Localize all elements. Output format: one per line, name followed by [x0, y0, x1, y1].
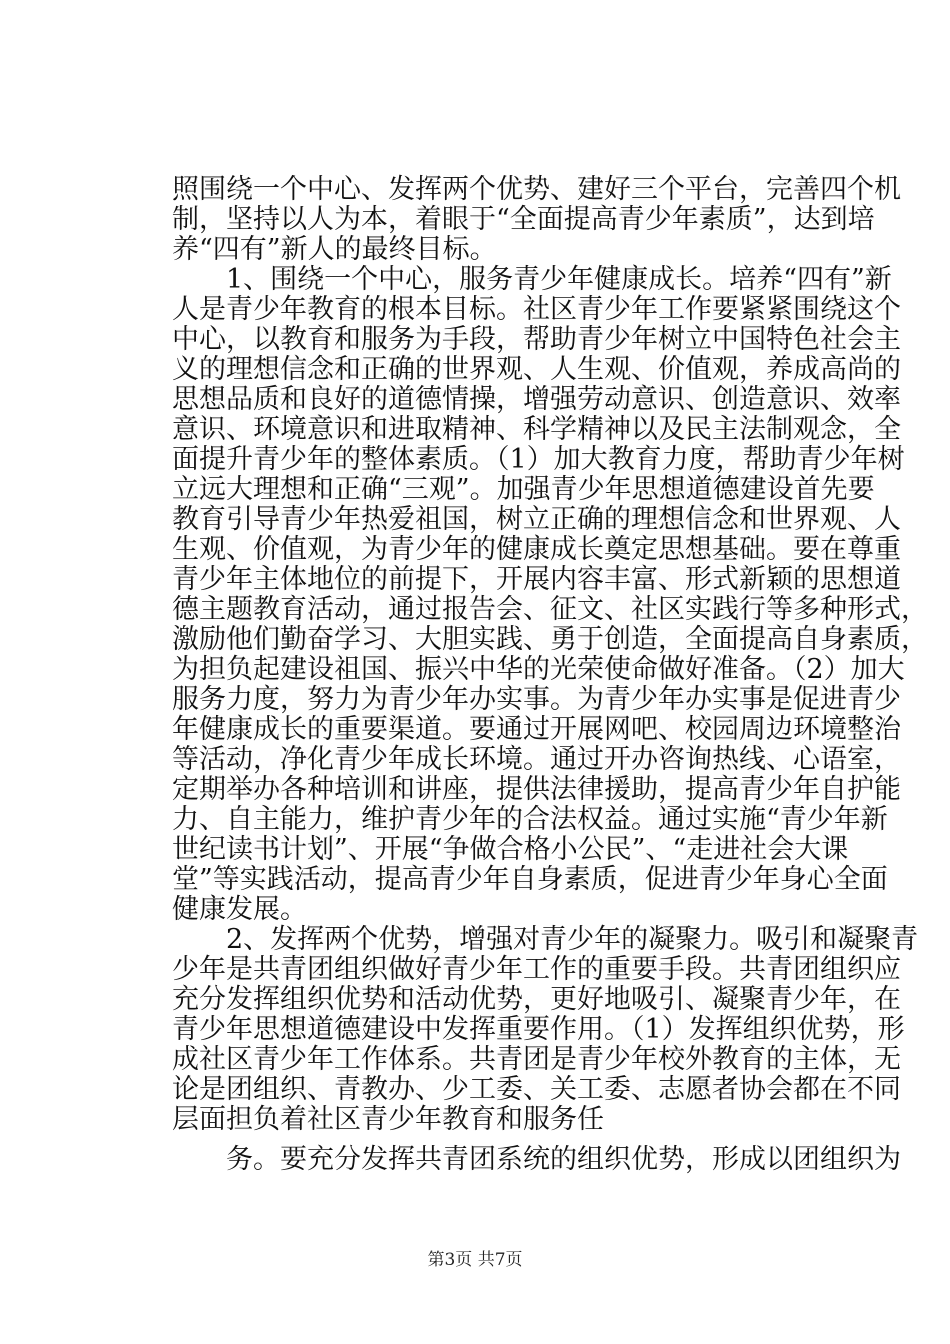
- text-line: 德主题教育活动，通过报告会、征文、社区实践行等多种形式，: [172, 594, 928, 625]
- text-line: 2、发挥两个优势，增强对青少年的凝聚力。吸引和凝聚青: [172, 924, 919, 955]
- text-line: 照围绕一个中心、发挥两个优势、建好三个平台，完善四个机: [172, 174, 901, 205]
- text-line: 充分发挥组织优势和活动优势，更好地吸引、凝聚青少年，在: [172, 984, 901, 1015]
- text-line: 力、自主能力，维护青少年的合法权益。通过实施“青少年新: [172, 804, 888, 835]
- text-line: 养“四有”新人的最终目标。: [172, 234, 497, 265]
- text-line: 青少年主体地位的前提下，开展内容丰富、形式新颖的思想道: [172, 564, 901, 595]
- text-line: 立远大理想和正确“三观”。加强青少年思想道德建设首先要: [172, 474, 875, 505]
- text-line: 少年是共青团组织做好青少年工作的重要手段。共青团组织应: [172, 954, 901, 985]
- text-line: 青少年思想道德建设中发挥重要作用。（1）发挥组织优势，形: [172, 1014, 905, 1045]
- text-line: 等活动，净化青少年成长环境。通过开办咨询热线、心语室，: [172, 744, 901, 775]
- text-line: 层面担负着社区青少年教育和服务任: [172, 1104, 604, 1135]
- text-line: 面提升青少年的整体素质。（1）加大教育力度，帮助青少年树: [172, 444, 905, 475]
- text-line: 堂”等实践活动，提高青少年自身素质，促进青少年身心全面: [172, 864, 888, 895]
- page-footer: 第3页 共7页: [427, 1250, 523, 1270]
- text-line: 义的理想信念和正确的世界观、人生观、价值观，养成高尚的: [172, 354, 901, 385]
- text-line: 生观、价值观，为青少年的健康成长奠定思想基础。要在尊重: [172, 534, 901, 565]
- text-line: 务。要充分发挥共青团系统的组织优势，形成以团组织为: [172, 1144, 901, 1175]
- text-line: 为担负起建设祖国、振兴中华的光荣使命做好准备。（2）加大: [172, 654, 905, 685]
- text-line: 健康发展。: [172, 894, 307, 925]
- text-line: 制，坚持以人为本，着眼于“全面提高青少年素质”，达到培: [172, 204, 875, 235]
- text-line: 1、围绕一个中心，服务青少年健康成长。培养“四有”新: [172, 264, 892, 295]
- text-line: 服务力度，努力为青少年办实事。为青少年办实事是促进青少: [172, 684, 901, 715]
- text-line: 成社区青少年工作体系。共青团是青少年校外教育的主体，无: [172, 1044, 901, 1075]
- text-line: 激励他们勤奋学习、大胆实践、勇于创造，全面提高自身素质，: [172, 624, 928, 655]
- text-line: 中心，以教育和服务为手段，帮助青少年树立中国特色社会主: [172, 324, 901, 355]
- text-line: 论是团组织、青教办、少工委、关工委、志愿者协会都在不同: [172, 1074, 901, 1105]
- text-line: 人是青少年教育的根本目标。社区青少年工作要紧紧围绕这个: [172, 294, 901, 325]
- text-line: 思想品质和良好的道德情操，增强劳动意识、创造意识、效率: [172, 384, 901, 415]
- text-line: 定期举办各种培训和讲座，提供法律援助，提高青少年自护能: [172, 774, 901, 805]
- text-line: 世纪读书计划”、开展“争做合格小公民”、“走进社会大课: [172, 834, 849, 865]
- text-line: 教育引导青少年热爱祖国，树立正确的理想信念和世界观、人: [172, 504, 901, 535]
- text-line: 年健康成长的重要渠道。要通过开展网吧、校园周边环境整治: [172, 714, 901, 745]
- text-line: 意识、环境意识和进取精神、科学精神以及民主法制观念，全: [172, 414, 901, 445]
